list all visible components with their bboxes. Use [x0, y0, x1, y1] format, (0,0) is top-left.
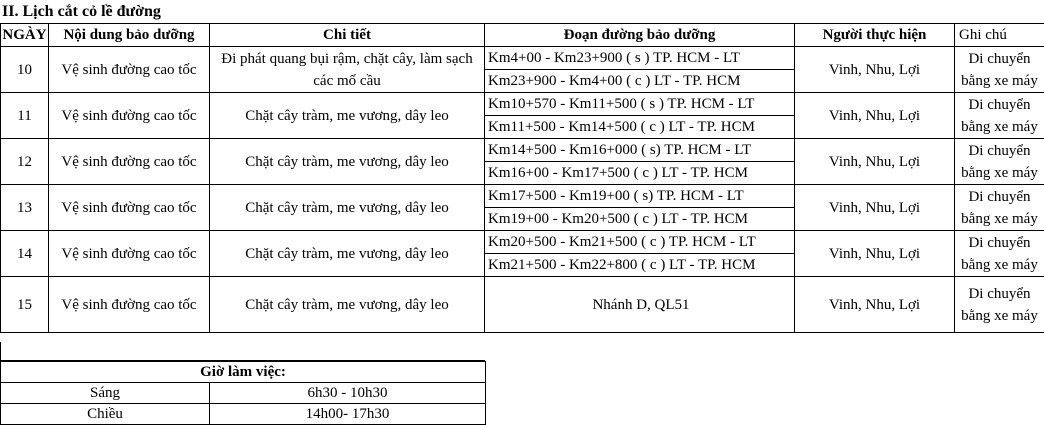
- day-cell[interactable]: 10: [1, 47, 49, 93]
- staff-cell[interactable]: Vinh, Nhu, Lợi: [795, 277, 955, 333]
- staff-cell[interactable]: Vinh, Nhu, Lợi: [795, 139, 955, 185]
- table-row: [1, 277, 1044, 333]
- segment-cell[interactable]: Km23+900 - Km4+00 ( c ) LT - TP. HCM: [485, 70, 795, 93]
- content-cell[interactable]: Vệ sinh đường cao tốc: [49, 277, 210, 333]
- afternoon-label[interactable]: Chiều: [1, 404, 210, 425]
- col-header-day[interactable]: NGÀY: [1, 24, 49, 47]
- segment-cell[interactable]: Km10+570 - Km11+500 ( s ) TP. HCM - LT: [485, 93, 795, 116]
- detail-cell[interactable]: Chặt cây tràm, me vương, dây leo: [210, 139, 485, 185]
- staff-cell[interactable]: Vinh, Nhu, Lợi: [795, 93, 955, 139]
- segment-cell[interactable]: Km20+500 - Km21+500 ( c ) TP. HCM - LT: [485, 231, 795, 254]
- table-row: [1, 231, 1044, 254]
- col-header-staff[interactable]: Người thực hiện: [795, 24, 955, 47]
- day-cell[interactable]: 15: [1, 277, 49, 333]
- col-header-segment[interactable]: Đoạn đường bảo dưỡng: [485, 24, 795, 47]
- content-cell[interactable]: Vệ sinh đường cao tốc: [49, 139, 210, 185]
- afternoon-time[interactable]: 14h00- 17h30: [210, 404, 486, 425]
- segment-cell[interactable]: Km21+500 - Km22+800 ( c ) LT - TP. HCM: [485, 254, 795, 277]
- work-hours-header-row: [1, 362, 486, 383]
- segment-cell[interactable]: Km14+500 - Km16+000 ( s) TP. HCM - LT: [485, 139, 795, 162]
- content-cell[interactable]: Vệ sinh đường cao tốc: [49, 185, 210, 231]
- work-hours-title[interactable]: Giờ làm việc:: [1, 362, 486, 383]
- morning-time[interactable]: 6h30 - 10h30: [210, 383, 486, 404]
- note-cell[interactable]: Di chuyển bằng xe máy: [955, 185, 1044, 231]
- segment-cell[interactable]: Km16+00 - Km17+500 ( c ) LT - TP. HCM: [485, 162, 795, 185]
- morning-label[interactable]: Sáng: [1, 383, 210, 404]
- segment-cell[interactable]: Nhánh D, QL51: [485, 277, 795, 333]
- work-hours-row: [1, 404, 486, 425]
- detail-cell[interactable]: Chặt cây tràm, me vương, dây leo: [210, 277, 485, 333]
- segment-cell[interactable]: Km11+500 - Km14+500 ( c ) LT - TP. HCM: [485, 116, 795, 139]
- note-cell[interactable]: Di chuyển bằng xe máy: [955, 139, 1044, 185]
- detail-cell[interactable]: Đi phát quang bụi rậm, chặt cây, làm sạch các mố cầu: [210, 47, 485, 93]
- work-hours-table: [0, 361, 486, 425]
- day-cell[interactable]: 14: [1, 231, 49, 277]
- detail-cell[interactable]: Chặt cây tràm, me vương, dây leo: [210, 185, 485, 231]
- detail-cell[interactable]: Chặt cây tràm, me vương, dây leo: [210, 231, 485, 277]
- col-header-content[interactable]: Nội dung bảo dưỡng: [49, 24, 210, 47]
- content-cell[interactable]: Vệ sinh đường cao tốc: [49, 47, 210, 93]
- table-row: [1, 139, 1044, 162]
- staff-cell[interactable]: Vinh, Nhu, Lợi: [795, 185, 955, 231]
- segment-cell[interactable]: Km4+00 - Km23+900 ( s ) TP. HCM - LT: [485, 47, 795, 70]
- staff-cell[interactable]: Vinh, Nhu, Lợi: [795, 231, 955, 277]
- table-row: [1, 185, 1044, 208]
- col-header-note[interactable]: Ghi chú: [955, 24, 1044, 47]
- note-cell[interactable]: Di chuyển bằng xe máy: [955, 47, 1044, 93]
- content-cell[interactable]: Vệ sinh đường cao tốc: [49, 93, 210, 139]
- empty-row: [0, 342, 485, 361]
- note-cell[interactable]: Di chuyển bằng xe máy: [955, 277, 1044, 333]
- detail-cell[interactable]: Chặt cây tràm, me vương, dây leo: [210, 93, 485, 139]
- segment-cell[interactable]: Km19+00 - Km20+500 ( c ) LT - TP. HCM: [485, 208, 795, 231]
- day-cell[interactable]: 13: [1, 185, 49, 231]
- note-cell[interactable]: Di chuyển bằng xe máy: [955, 231, 1044, 277]
- staff-cell[interactable]: Vinh, Nhu, Lợi: [795, 47, 955, 93]
- col-header-detail[interactable]: Chi tiết: [210, 24, 485, 47]
- section-title: II. Lịch cắt cỏ lề đường: [2, 3, 161, 20]
- table-row: [1, 47, 1044, 70]
- header-row: [1, 24, 1044, 47]
- note-cell[interactable]: Di chuyển bằng xe máy: [955, 93, 1044, 139]
- segment-cell[interactable]: Km17+500 - Km19+00 ( s) TP. HCM - LT: [485, 185, 795, 208]
- schedule-table: [0, 23, 1044, 333]
- content-cell[interactable]: Vệ sinh đường cao tốc: [49, 231, 210, 277]
- day-cell[interactable]: 11: [1, 93, 49, 139]
- work-hours-row: [1, 383, 486, 404]
- day-cell[interactable]: 12: [1, 139, 49, 185]
- table-row: [1, 93, 1044, 116]
